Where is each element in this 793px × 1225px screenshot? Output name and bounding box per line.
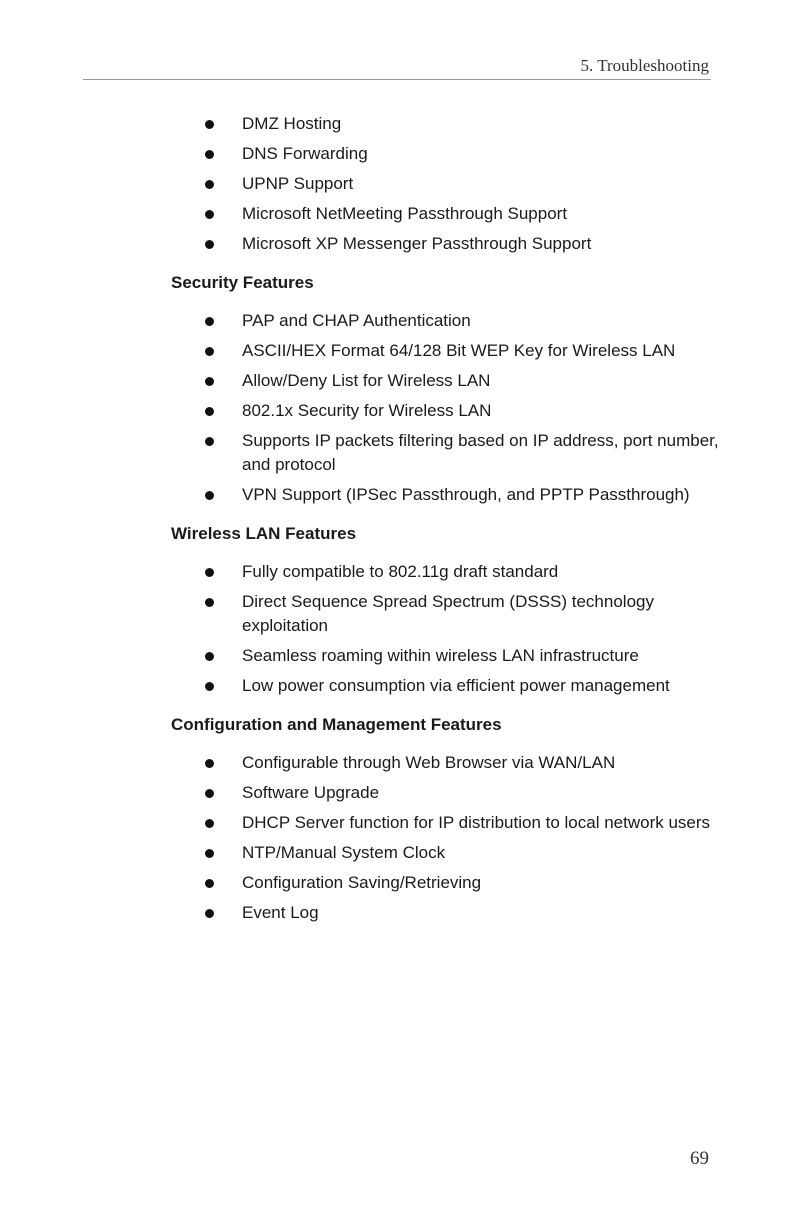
bullet-icon (205, 849, 214, 858)
bullet-icon (205, 682, 214, 691)
configuration-feature-list (171, 751, 731, 925)
list-item (171, 202, 731, 226)
list-item-text: Configurable through Web Browser via WAN/LAN (242, 753, 616, 772)
list-item-text: NTP/Manual System Clock (242, 843, 446, 862)
list-item-text: Microsoft NetMeeting Passthrough Support (242, 204, 568, 223)
list-item-text: UPNP Support (242, 174, 354, 193)
list-item (171, 871, 731, 895)
list-item-text: Allow/Deny List for Wireless LAN (242, 371, 491, 390)
list-item (171, 751, 731, 775)
bullet-icon (205, 879, 214, 888)
bullet-icon (205, 240, 214, 249)
list-item (171, 560, 731, 584)
list-item-text: ASCII/HEX Format 64/128 Bit WEP Key for Wireless LAN (242, 341, 676, 360)
list-item (171, 339, 731, 363)
bullet-icon (205, 210, 214, 219)
list-item (171, 901, 731, 925)
list-item (171, 781, 731, 805)
list-item (171, 590, 731, 638)
list-item (171, 429, 731, 477)
list-item-text: PAP and CHAP Authentication (242, 311, 471, 330)
bullet-icon (205, 180, 214, 189)
list-item-text: Seamless roaming within wireless LAN infrastructure (242, 646, 639, 665)
intro-feature-list (171, 112, 731, 256)
bullet-icon (205, 347, 214, 356)
list-item (171, 674, 731, 698)
bullet-icon (205, 317, 214, 326)
header-rule (83, 79, 711, 80)
bullet-icon (205, 437, 214, 446)
bullet-icon (205, 909, 214, 918)
list-item (171, 644, 731, 668)
security-feature-list (171, 309, 731, 507)
bullet-icon (205, 407, 214, 416)
bullet-icon (205, 819, 214, 828)
list-item-text: Microsoft XP Messenger Passthrough Support (242, 234, 592, 253)
bullet-icon (205, 789, 214, 798)
list-item-text: Supports IP packets filtering based on IP address, port number, and protocol (242, 431, 719, 474)
list-item (171, 811, 731, 835)
list-item-text: DHCP Server function for IP distribution to local network users (242, 813, 711, 832)
running-header: 5. Troubleshooting (580, 56, 709, 75)
bullet-icon (205, 568, 214, 577)
bullet-icon (205, 598, 214, 607)
list-item (171, 841, 731, 865)
bullet-icon (205, 120, 214, 129)
list-item (171, 172, 731, 196)
list-item-text: Fully compatible to 802.11g draft standard (242, 562, 559, 581)
bullet-icon (205, 150, 214, 159)
configuration-management-features-heading: Configuration and Management Features (171, 715, 502, 734)
bullet-icon (205, 759, 214, 768)
list-item (171, 112, 731, 136)
list-item-text: VPN Support (IPSec Passthrough, and PPTP Passthrough) (242, 485, 690, 504)
list-item (171, 399, 731, 423)
wireless-lan-features-heading: Wireless LAN Features (171, 524, 357, 543)
bullet-icon (205, 377, 214, 386)
list-item-text: Direct Sequence Spread Spectrum (DSSS) technology exploitation (242, 592, 654, 635)
security-features-heading: Security Features (171, 273, 314, 292)
bullet-icon (205, 491, 214, 500)
page-content (171, 112, 731, 931)
list-item-text: Low power consumption via efficient power management (242, 676, 670, 695)
wireless-feature-list (171, 560, 731, 698)
list-item-text: Configuration Saving/Retrieving (242, 873, 482, 892)
list-item-text: 802.1x Security for Wireless LAN (242, 401, 492, 420)
list-item-text: Event Log (242, 903, 319, 922)
list-item-text: Software Upgrade (242, 783, 380, 802)
bullet-icon (205, 652, 214, 661)
list-item (171, 142, 731, 166)
page-number: 69 (690, 1148, 709, 1169)
list-item-text: DMZ Hosting (242, 114, 342, 133)
list-item (171, 309, 731, 333)
list-item-text: DNS Forwarding (242, 144, 368, 163)
list-item (171, 232, 731, 256)
list-item (171, 369, 731, 393)
list-item (171, 483, 731, 507)
